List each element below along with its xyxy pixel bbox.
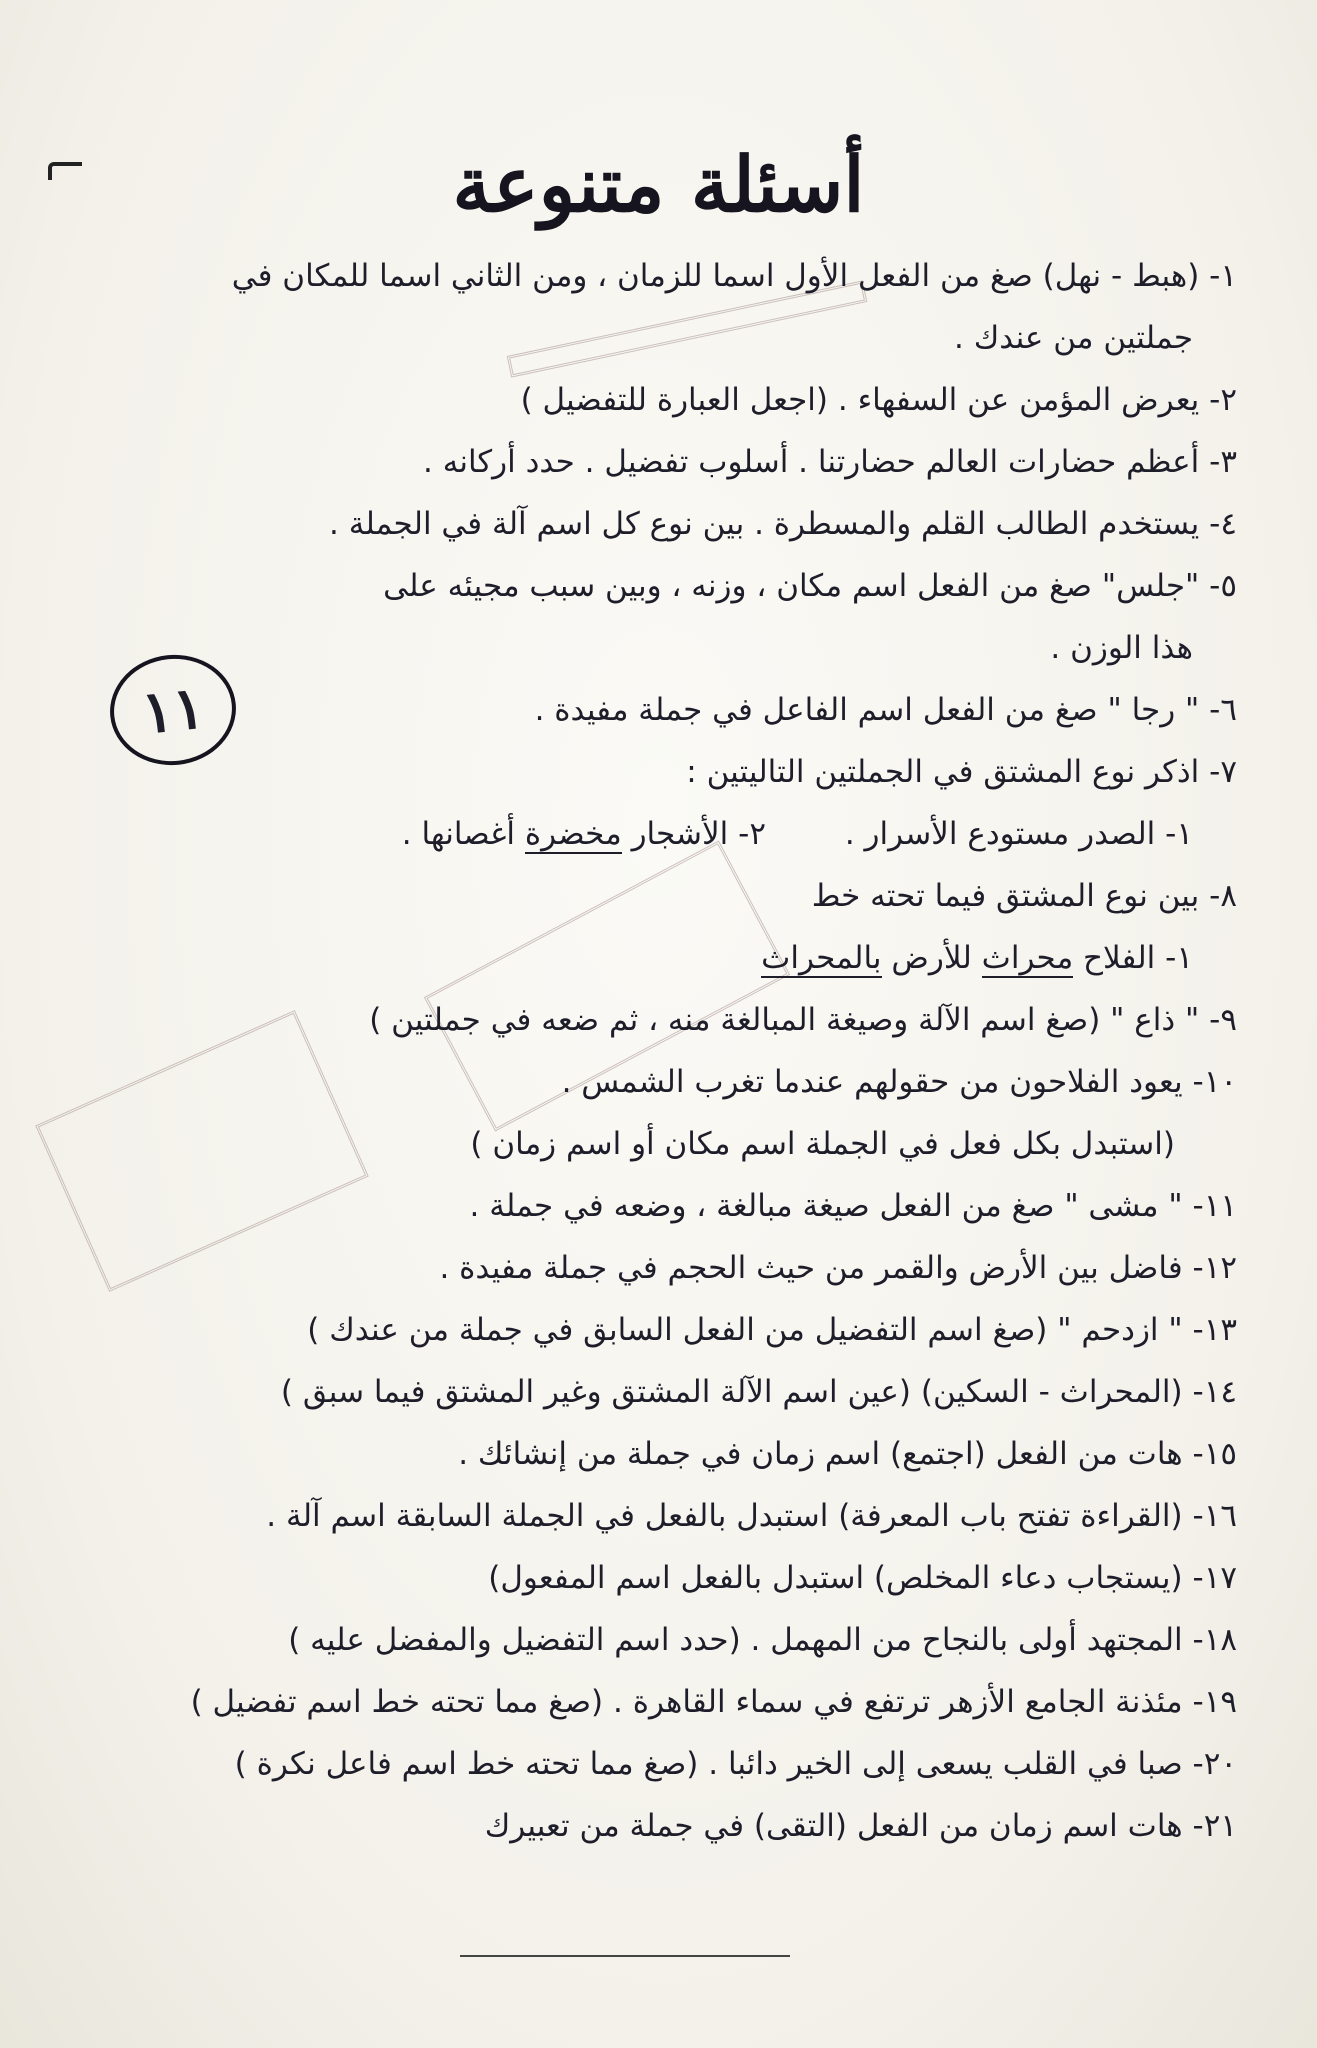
sentence-1: ١- الصدر مستودع الأسرار . xyxy=(844,816,1193,852)
underlined-word: بالمحراث xyxy=(761,940,882,976)
question-number: ١٠- xyxy=(1192,1064,1237,1100)
question-12 xyxy=(87,1237,1237,1299)
page-number-circle: ١١ xyxy=(105,649,242,772)
question-text: " ازدحم " (صغ اسم التفضيل من الفعل السابق في جملة من عندك ) xyxy=(307,1312,1183,1348)
question-20 xyxy=(87,1733,1237,1795)
question-2 xyxy=(87,369,1237,431)
question-text: اذكر نوع المشتق في الجملتين التاليتين : xyxy=(686,754,1200,790)
question-text: (هبط - نهل) صغ من الفعل الأول اسما للزمان ، ومن الثاني اسما للمكان في xyxy=(231,258,1200,294)
bottom-divider xyxy=(460,1955,790,1957)
question-1 xyxy=(87,245,1237,307)
question-8-sentence xyxy=(87,927,1237,989)
question-text: يستخدم الطالب القلم والمسطرة . بين نوع كل اسم آلة في الجملة . xyxy=(329,506,1200,542)
question-number: ١٤- xyxy=(1192,1374,1237,1410)
sentence-start: ١- الفلاح xyxy=(1083,940,1193,976)
question-3 xyxy=(87,431,1237,493)
question-number: ٤- xyxy=(1209,506,1237,542)
question-text: صبا في القلب يسعى إلى الخير دائبا . (صغ مما تحته خط اسم فاعل نكرة ) xyxy=(234,1746,1183,1782)
question-text: (القراءة تفتح باب المعرفة) استبدل بالفعل في الجملة السابقة اسم آلة . xyxy=(266,1498,1183,1534)
question-text: (يستجاب دعاء المخلص) استبدل بالفعل اسم المفعول) xyxy=(488,1560,1183,1596)
question-16 xyxy=(87,1485,1237,1547)
question-number: ١٦- xyxy=(1192,1498,1237,1534)
question-text: المجتهد أولى بالنجاح من المهمل . (حدد اسم التفضيل والمفضل عليه ) xyxy=(288,1622,1183,1658)
question-number: ١٥- xyxy=(1192,1436,1237,1472)
page-title: أسئلة متنوعة xyxy=(452,140,865,229)
underlined-word: مخضرة xyxy=(524,816,622,852)
question-number: ٢٠- xyxy=(1192,1746,1237,1782)
question-number: ٧- xyxy=(1209,754,1237,790)
question-number: ١- xyxy=(1209,258,1237,294)
question-number: ٥- xyxy=(1209,568,1237,604)
question-text: " مشى " صغ من الفعل صيغة مبالغة ، وضعه في جملة . xyxy=(469,1188,1183,1224)
question-1-continued: جملتين من عندك . xyxy=(954,320,1193,356)
question-5 xyxy=(87,555,1237,617)
question-number: ١٣- xyxy=(1192,1312,1237,1348)
question-text: هات من الفعل (اجتمع) اسم زمان في جملة من إنشائك . xyxy=(458,1436,1183,1472)
question-8 xyxy=(87,865,1237,927)
question-text: "جلس" صغ من الفعل اسم مكان ، وزنه ، وبين سبب مجيئه على xyxy=(383,568,1200,604)
question-number: ٣- xyxy=(1209,444,1237,480)
sentence-2-end: أغصانها . xyxy=(401,816,515,852)
question-7-sentences xyxy=(87,803,1237,865)
question-text: (المحراث - السكين) (عين اسم الآلة المشتق وغير المشتق فيما سبق ) xyxy=(280,1374,1183,1410)
question-15 xyxy=(87,1423,1237,1485)
question-number: ١١- xyxy=(1192,1188,1237,1224)
question-18 xyxy=(87,1609,1237,1671)
question-number: ٢- xyxy=(1209,382,1237,418)
question-text: فاضل بين الأرض والقمر من حيث الحجم في جملة مفيدة . xyxy=(439,1250,1183,1286)
question-9 xyxy=(87,989,1237,1051)
question-text: يعود الفلاحون من حقولهم عندما تغرب الشمس . xyxy=(561,1064,1183,1100)
underlined-word: محراث xyxy=(981,940,1074,976)
question-text: بين نوع المشتق فيما تحته خط xyxy=(811,878,1200,914)
question-7 xyxy=(87,741,1237,803)
sentence-2: ٢- الأشجار xyxy=(631,816,766,852)
question-number: ١٢- xyxy=(1192,1250,1237,1286)
question-17 xyxy=(87,1547,1237,1609)
question-number: ١٧- xyxy=(1192,1560,1237,1596)
question-text: أعظم حضارات العالم حضارتنا . أسلوب تفضيل . حدد أركانه . xyxy=(422,444,1200,480)
question-number: ١٩- xyxy=(1192,1684,1237,1720)
question-5-continued: هذا الوزن . xyxy=(1050,630,1193,666)
question-number: ٨- xyxy=(1209,878,1237,914)
question-text: " رجا " صغ من الفعل اسم الفاعل في جملة مفيدة . xyxy=(534,692,1200,728)
question-21 xyxy=(87,1795,1237,1857)
question-13 xyxy=(87,1299,1237,1361)
sentence-middle: للأرض xyxy=(891,940,972,976)
question-number: ٦- xyxy=(1209,692,1237,728)
question-11 xyxy=(87,1175,1237,1237)
question-10-continued: (استبدل بكل فعل في الجملة اسم مكان أو اسم زمان ) xyxy=(470,1126,1175,1162)
question-text: يعرض المؤمن عن السفهاء . (اجعل العبارة للتفضيل ) xyxy=(520,382,1200,418)
question-19 xyxy=(87,1671,1237,1733)
question-text: مئذنة الجامع الأزهر ترتفع في سماء القاهرة . (صغ مما تحته خط اسم تفضيل ) xyxy=(190,1684,1183,1720)
questions-list xyxy=(87,245,1237,1857)
question-4 xyxy=(87,493,1237,555)
question-text: هات اسم زمان من الفعل (التقى) في جملة من تعبيرك xyxy=(484,1808,1183,1844)
question-number: ٢١- xyxy=(1192,1808,1237,1844)
question-number: ١٨- xyxy=(1192,1622,1237,1658)
question-text: " ذاع " (صغ اسم الآلة وصيغة المبالغة منه ، ثم ضعه في جملتين ) xyxy=(369,1002,1200,1038)
question-6 xyxy=(87,679,1237,741)
question-10 xyxy=(87,1051,1237,1113)
question-14 xyxy=(87,1361,1237,1423)
question-number: ٩- xyxy=(1209,1002,1237,1038)
